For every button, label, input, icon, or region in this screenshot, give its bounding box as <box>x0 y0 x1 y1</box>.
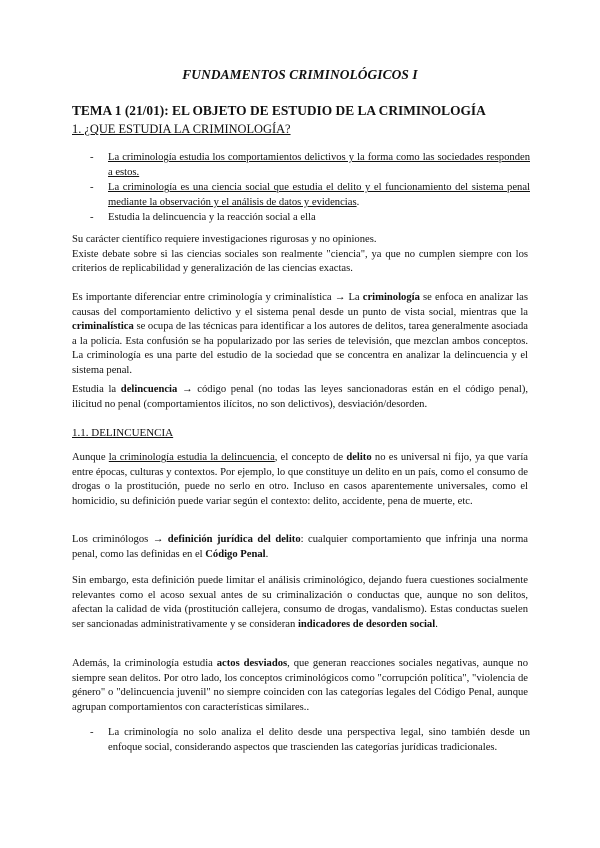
bold-term: Código Penal <box>205 548 266 560</box>
list-item <box>90 211 530 226</box>
list-item-text: La criminología es una ciencia social que estudia el delito y el funcionamiento del sistema penal mediante la observación y el análisis de datos y evidencias <box>108 182 530 208</box>
paragraph-text: Existe debate sobre si las ciencias sociales son realmente "ciencia", ya que no cumplen siempre con los criterios de replicabilidad y generalización de las ciencias exactas. <box>72 248 528 275</box>
text-run: Sin embargo, esta definición puede limitar el análisis criminológico, dejando fuera cuestiones socialmente relevantes como el acoso sexual antes de su criminalización o conductas que, aunque no son delitos, afectan la calidad de vida (prostitución callejera, consumo de drogas, vandalismo). Estas conductas suelen ser sancionadas administrativamente y se consideran <box>72 575 528 630</box>
text-run: se ocupa de las técnicas para identificar a los autores de delitos, tarea generalmente asociada a la policía. Esta confusión se ha popularizado por las series de televisión, que mezclan ambos conceptos. La criminología es una parte del estudio de la sociedad que se concentra en analizar la delincuencia y el sistema penal. <box>72 321 528 376</box>
list-item <box>90 181 530 210</box>
list-item-tail: . <box>356 196 360 208</box>
bold-term: definición jurídica del delito <box>167 534 301 545</box>
bold-term: actos desviados <box>216 658 288 669</box>
bold-term: delito <box>346 452 372 463</box>
text-run: , el concepto de <box>274 452 347 463</box>
paragraph-delincuencia <box>72 383 528 412</box>
underlined-text: la criminología estudia la delincuencia <box>108 452 275 463</box>
list-item-text: Estudia la delincuencia y la reacción social a ella <box>108 212 316 224</box>
text-run: Es importante diferenciar entre criminología y criminalística → La <box>72 292 363 303</box>
subsection-heading: 1.1. DELINCUENCIA <box>72 427 174 439</box>
paragraph-text: Su carácter científico requiere investigaciones rigurosas y no opiniones. <box>72 234 377 245</box>
section-heading: 1. ¿QUE ESTUDIA LA CRIMINOLOGÍA? <box>72 122 291 136</box>
text-run: → código penal (no todas las leyes sancionadoras están en el código penal), ilicitud no penal (comportamientos ilícitos, no son delictivos), desviación/desorden. <box>72 384 528 410</box>
text-run: . <box>265 548 269 560</box>
text-run: , que generan reacciones sociales negativas, aunque no siempre sean delitos. Por otro lado, los conceptos criminológicos como "corrupción política", "violencia de género" o "delincuencia juvenil" no siempre coinciden con las categorías legales del Código Penal, aunque agrupan comportamientos con características similares.. <box>72 658 528 713</box>
text-run: . <box>435 618 438 630</box>
paragraph-actos-desviados <box>72 657 528 715</box>
paragraph-scientific <box>72 233 528 277</box>
text-run: Los criminólogos → <box>72 534 168 545</box>
text-run: no es universal ni fijo, ya que varía entre épocas, culturas y contextos. Por ejemplo, lo que constituye un delito en un país, como el consumo de drogas o la prostitución, puede no serlo en otro. Incluso en casos aparentemente universales, como el homicidio, su definición puede variar según el contexto: delito, accidente, pena de muerte, etc. <box>72 452 528 507</box>
bold-term: criminalística <box>72 321 134 333</box>
paragraph-desorden-social <box>72 574 528 632</box>
bold-term: delincuencia <box>120 384 178 395</box>
closing-bullet-list <box>90 726 530 756</box>
paragraph-criminalistica <box>72 291 528 379</box>
text-run: Aunque <box>72 452 109 463</box>
text-run: se enfoca en analizar las causas del comportamiento delictivo y el sistema penal desde un punto de vista social, mientras que la <box>72 292 528 318</box>
list-item <box>90 151 530 180</box>
text-run: Además, la criminología estudia <box>72 658 217 669</box>
list-item-text: La criminología no solo analiza el delito desde una perspectiva legal, sino también desde un enfoque social, considerando aspectos que trascienden las categorías jurídicas tradicionales. <box>108 727 530 753</box>
bold-term: criminología <box>362 292 420 303</box>
paragraph-delito <box>72 451 528 509</box>
list-item-text: La criminología estudia los comportamientos delictivos y la forma como las sociedades responden a estos. <box>108 152 530 178</box>
document-title: FUNDAMENTOS CRIMINOLÓGICOS I <box>182 67 418 82</box>
text-run: : cualquier comportamiento que infrinja una norma penal, como las definidas en el <box>72 534 529 560</box>
topic-title: TEMA 1 (21/01): EL OBJETO DE ESTUDIO DE LA CRIMINOLOGÍA <box>72 103 486 118</box>
paragraph-definicion-juridica <box>72 533 528 562</box>
bold-term: indicadores de desorden social <box>297 618 436 630</box>
text-run: Estudia la <box>72 384 121 395</box>
intro-bullet-list <box>90 151 530 227</box>
list-item <box>90 726 530 755</box>
